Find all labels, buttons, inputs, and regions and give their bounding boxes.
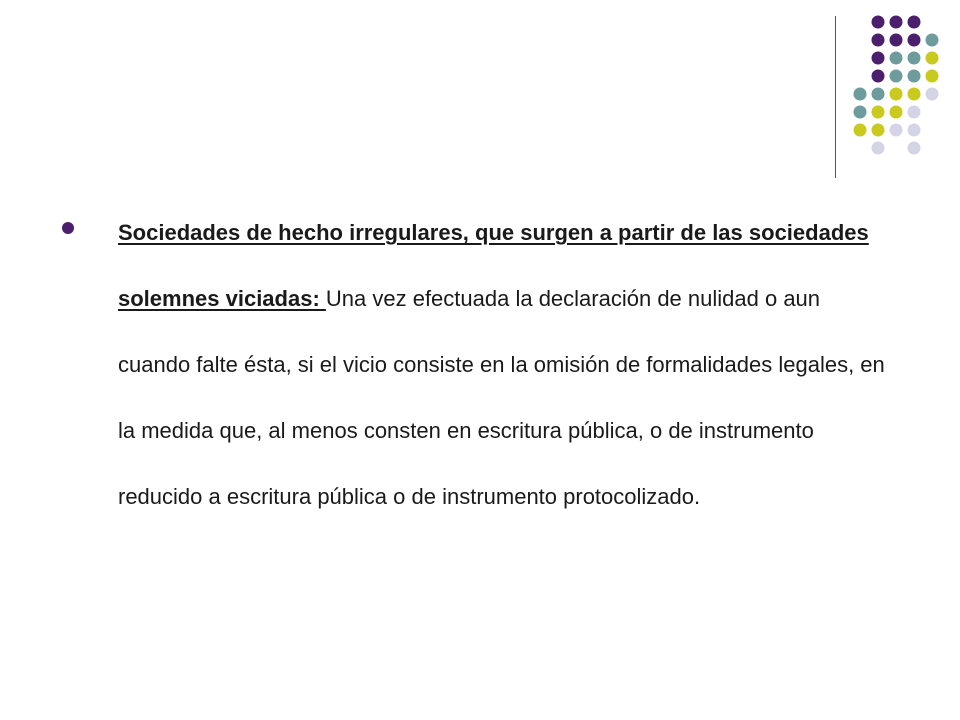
decorative-dot	[908, 88, 921, 101]
decorative-dot	[908, 16, 921, 29]
slide-body-paragraph	[118, 200, 898, 530]
underlined-heading-text: Sociedades de hecho irregulares, que surgen a partir de las sociedades solemnes viciadas:	[118, 220, 869, 311]
decorative-dot	[872, 70, 885, 83]
decorative-dot	[926, 52, 939, 65]
decorative-dot	[890, 34, 903, 47]
decorative-dot	[872, 16, 885, 29]
decorative-dot	[872, 142, 885, 155]
decorative-dot	[872, 88, 885, 101]
decorative-dot	[890, 16, 903, 29]
bullet-icon	[62, 222, 74, 234]
decorative-dot	[890, 106, 903, 119]
decorative-dot	[872, 124, 885, 137]
decorative-dot	[890, 52, 903, 65]
decorative-dot	[854, 88, 867, 101]
body-text: Una vez efectuada la declaración de nulidad o aun cuando falte ésta, si el vicio consiste en la omisión de formalidades legales, en la medida que, al menos consten en escritura pública, o de instrumento reducido a escritura pública o de instrumento protocolizado.	[118, 286, 885, 509]
vertical-divider-line	[835, 16, 836, 178]
decorative-dot	[908, 106, 921, 119]
decorative-dot	[854, 106, 867, 119]
decorative-dot	[908, 34, 921, 47]
decorative-dot	[926, 88, 939, 101]
decorative-dot	[908, 52, 921, 65]
decorative-dot	[854, 124, 867, 137]
decorative-dot	[890, 88, 903, 101]
decorative-dot	[890, 70, 903, 83]
decorative-dot	[908, 70, 921, 83]
decorative-dot	[872, 106, 885, 119]
decorative-dot	[890, 124, 903, 137]
decorative-dot	[872, 34, 885, 47]
decorative-dot	[926, 34, 939, 47]
decorative-dot	[908, 124, 921, 137]
decorative-dot	[926, 70, 939, 83]
decorative-dot	[872, 52, 885, 65]
decorative-dot	[908, 142, 921, 155]
